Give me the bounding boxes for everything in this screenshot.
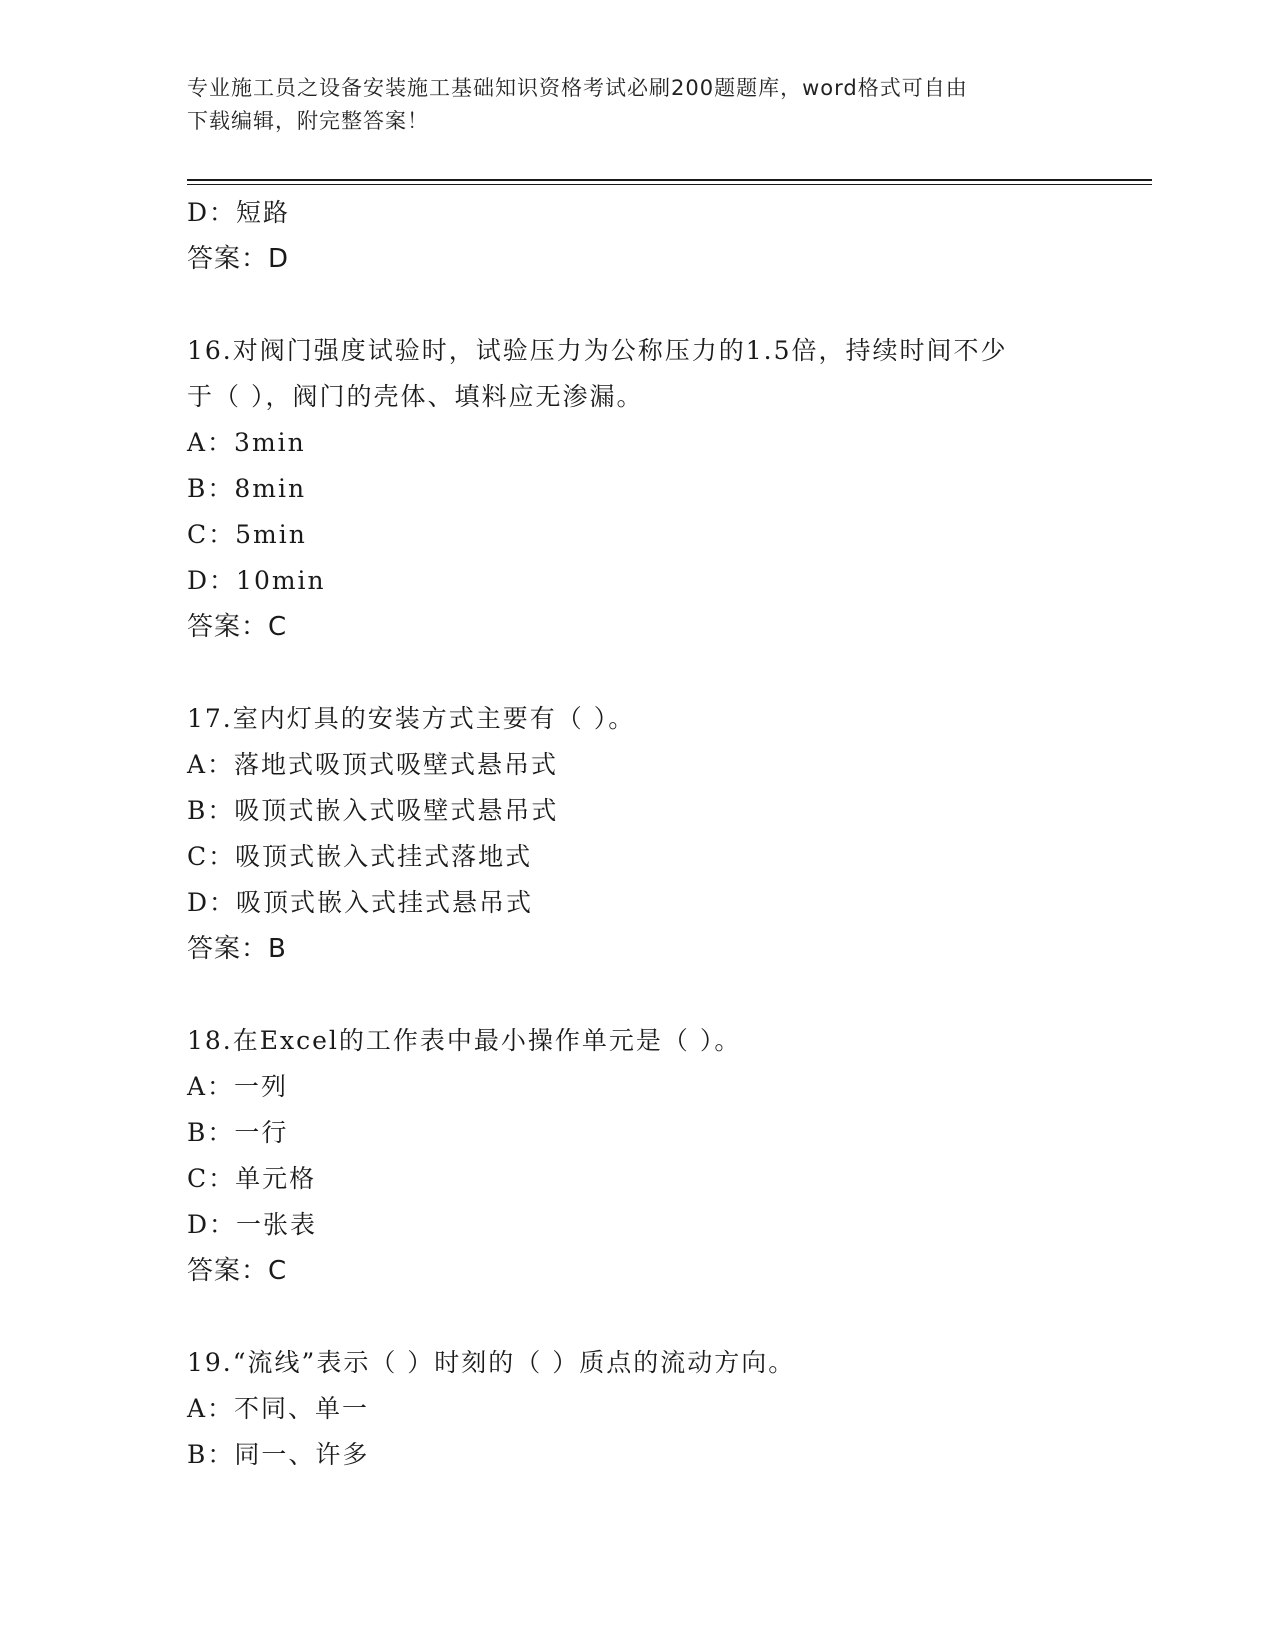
option-b: B：8min [187,474,307,503]
option-d: D：短路 [187,198,291,227]
spacer [187,1294,1087,1340]
question-18 [187,1018,1087,1294]
option-d: D：10min [187,566,326,595]
option-b: B：同一、许多 [187,1440,370,1469]
answer: 答案：C [187,612,288,642]
option-d: D：吸顶式嵌入式挂式悬吊式 [187,888,534,917]
option-d: D：一张表 [187,1210,318,1239]
question-stem: 17.室内灯具的安装方式主要有（ ）。 [187,704,636,733]
question-stem-continued: 于（ ），阀门的壳体、填料应无渗漏。 [187,382,644,411]
option-a: A：落地式吸顶式吸壁式悬吊式 [187,750,559,779]
option-a: A：一列 [187,1072,289,1101]
question-19 [187,1340,1087,1478]
answer: 答案：D [187,244,290,274]
option-b: B：吸顶式嵌入式吸壁式悬吊式 [187,796,559,825]
document-header [187,72,1067,138]
option-c: C：5min [187,520,307,549]
header-divider-thin [187,184,1152,185]
question-17 [187,696,1087,972]
header-divider-thick [187,179,1152,181]
question-stem: 18.在Excel的工作表中最小操作单元是（ ）。 [187,1026,742,1055]
header-title-line-1: 专业施工员之设备安装施工基础知识资格考试必刷200题题库，word格式可自由 [187,76,968,100]
option-c: C：吸顶式嵌入式挂式落地式 [187,842,533,871]
answer: 答案：C [187,1256,288,1286]
option-a: A：不同、单一 [187,1394,370,1423]
option-c: C：单元格 [187,1164,317,1193]
option-b: B：一行 [187,1118,289,1147]
question-stem: 16.对阀门强度试验时，试验压力为公称压力的1.5倍，持续时间不少 [187,336,1008,365]
spacer [187,650,1087,696]
option-a: A：3min [187,428,306,457]
header-title-line-2: 下载编辑，附完整答案！ [187,109,429,133]
question-16 [187,328,1087,650]
question-content [187,190,1087,1478]
question-stem: 19.“流线”表示（ ）时刻的（ ）质点的流动方向。 [187,1348,796,1377]
answer: 答案：B [187,934,287,964]
spacer [187,282,1087,328]
spacer [187,972,1087,1018]
